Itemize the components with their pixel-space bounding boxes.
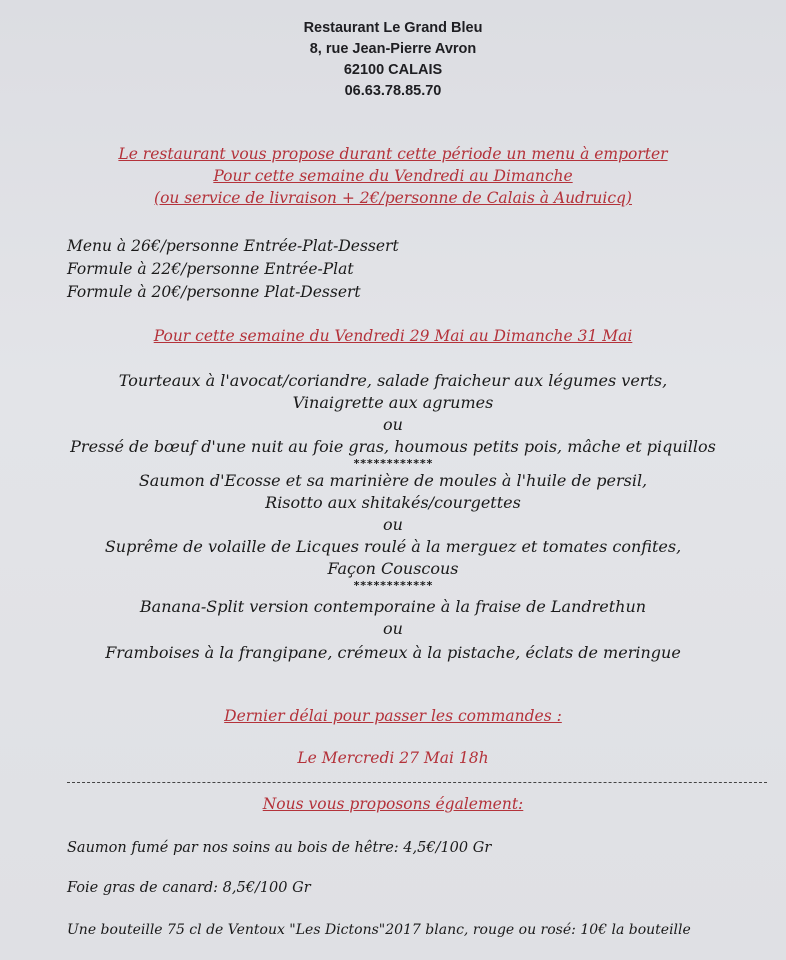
formula-menu: Menu à 26€/personne Entrée-Plat-Dessert [67,237,399,255]
intro-line-3: (ou service de livraison + 2€/personne de Calais à Audruicq) [154,189,632,207]
week-title: Pour cette semaine du Vendredi 29 Mai au Dimanche 31 Mai [153,327,633,345]
dashed-divider [67,782,767,783]
dessert-2: Framboises à la frangipane, crémeux à la pistache, éclats de meringue [105,643,681,662]
main-2-line-1: Suprême de volaille de Licques roulé à la merguez et tomates confites, [104,537,682,556]
or-separator: ou [383,619,403,638]
restaurant-header [0,18,786,102]
extra-item-foie-gras: Foie gras de canard: 8,5€/100 Gr [67,880,311,896]
takeaway-intro [0,143,786,209]
weekly-menu [0,370,786,664]
order-deadline-date: Le Mercredi 27 Mai 18h [297,749,489,767]
dessert-1: Banana-Split version contemporaine à la fraise de Landrethun [139,597,647,616]
or-separator: ou [383,415,403,434]
restaurant-street: 8, rue Jean-Pierre Avron [309,41,477,57]
price-formulas [67,235,399,304]
main-1-line-1: Saumon d'Ecosse et sa marinière de moules à l'huile de persil, [138,471,648,490]
course-separator: ************ [353,457,433,470]
main-2-line-2: Façon Couscous [327,559,459,578]
starter-1-line-1: Tourteaux à l'avocat/coriandre, salade fraicheur aux légumes verts, [118,371,668,390]
extra-item-smoked-salmon: Saumon fumé par nos soins au bois de hêtre: 4,5€/100 Gr [67,840,492,856]
also-offered-title: Nous vous proposons également: [262,795,524,813]
restaurant-city: 62100 CALAIS [343,62,443,78]
formula-main-dessert: Formule à 20€/personne Plat-Dessert [67,283,361,301]
or-separator: ou [383,515,403,534]
intro-line-2: Pour cette semaine du Vendredi au Dimanche [213,167,573,185]
intro-line-1: Le restaurant vous propose durant cette période un menu à emporter [118,145,668,163]
restaurant-phone: 06.63.78.85.70 [344,83,442,99]
main-1-line-2: Risotto aux shitakés/courgettes [265,493,521,512]
formula-starter-main: Formule à 22€/personne Entrée-Plat [67,260,354,278]
starter-1-line-2: Vinaigrette aux agrumes [292,393,494,412]
extra-item-wine: Une bouteille 75 cl de Ventoux "Les Dictons"2017 blanc, rouge ou rosé: 10€ la bouteille [67,922,691,938]
starter-2: Pressé de bœuf d'une nuit au foie gras, houmous petits pois, mâche et piquillos [70,437,716,456]
restaurant-name: Restaurant Le Grand Bleu [303,20,483,36]
course-separator: ************ [353,579,433,592]
order-deadline-title: Dernier délai pour passer les commandes : [224,707,562,725]
